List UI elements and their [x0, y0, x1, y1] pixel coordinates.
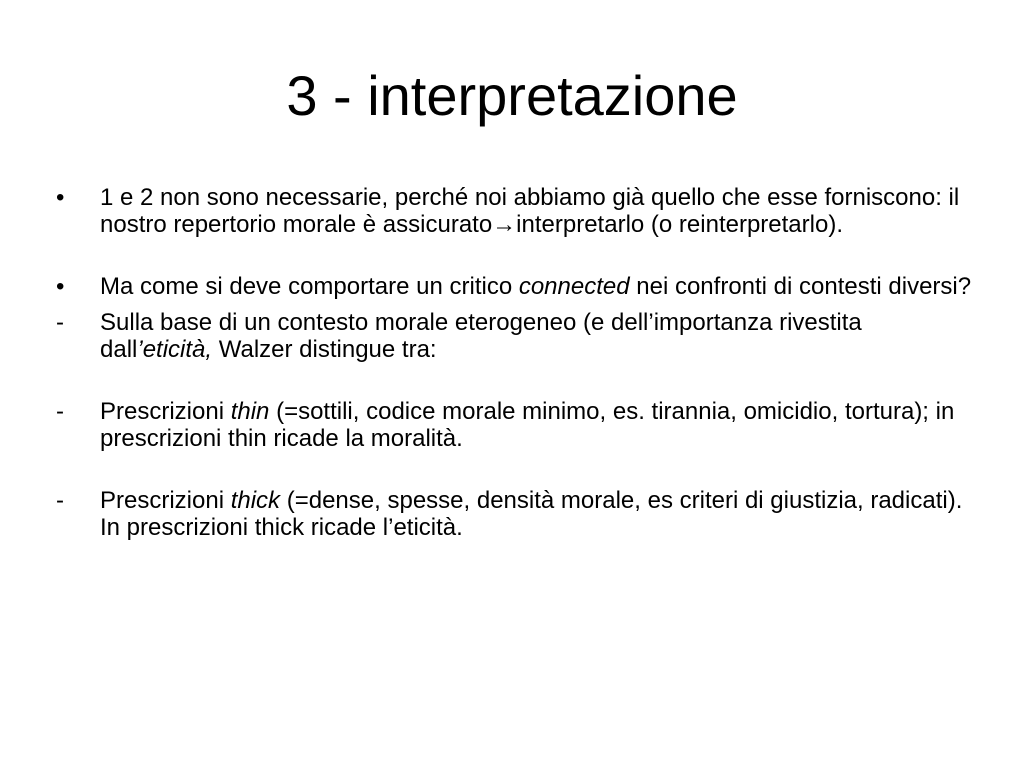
list-item — [56, 184, 976, 238]
bullet-marker: • — [56, 184, 65, 211]
text-segment: Prescrizioni — [100, 487, 231, 514]
text-segment: Ma come si deve comportare un critico — [100, 273, 519, 300]
list-item — [56, 398, 976, 452]
text-segment: nei confronti di contesti diversi? — [629, 273, 972, 300]
list-item — [56, 273, 976, 300]
italic-term: ’eticità, — [137, 336, 213, 363]
slide-title: 3 - interpretazione — [286, 64, 738, 127]
text-segment: Walzer distingue tra: — [212, 336, 437, 363]
bullet-marker: • — [56, 273, 65, 300]
text-segment: (=dense, spesse, densità morale, es criteri di giustizia, radicati). In prescrizioni thick ricade l’eticità. — [100, 487, 963, 541]
list-item — [56, 309, 976, 363]
text-segment: Sulla base di un contesto morale eterogeneo (e dell’importanza rivestita dall — [100, 309, 862, 363]
text-segment: 1 e 2 non sono necessarie, perché noi abbiamo già quello che esse forniscono: il nostro repertorio morale è assicurato→interpretarlo (o reinterpretarlo). — [100, 184, 960, 238]
dash-marker: - — [56, 398, 64, 425]
list-item — [56, 487, 976, 541]
list-item-text — [100, 398, 954, 452]
italic-term: connected — [518, 273, 630, 300]
list-item-text — [100, 273, 971, 300]
list-item-text — [100, 309, 862, 363]
text-segment: Prescrizioni — [100, 398, 231, 425]
list-item-text — [100, 487, 962, 541]
bullet-list — [56, 184, 976, 541]
italic-term: thick — [230, 487, 281, 514]
italic-term: thin — [230, 398, 270, 425]
list-item-text — [100, 184, 959, 238]
dash-marker: - — [56, 487, 64, 514]
dash-marker: - — [56, 309, 64, 336]
text-segment: (=sottili, codice morale minimo, es. tirannia, omicidio, tortura); in prescrizioni thin ricade la moralità. — [100, 398, 955, 452]
